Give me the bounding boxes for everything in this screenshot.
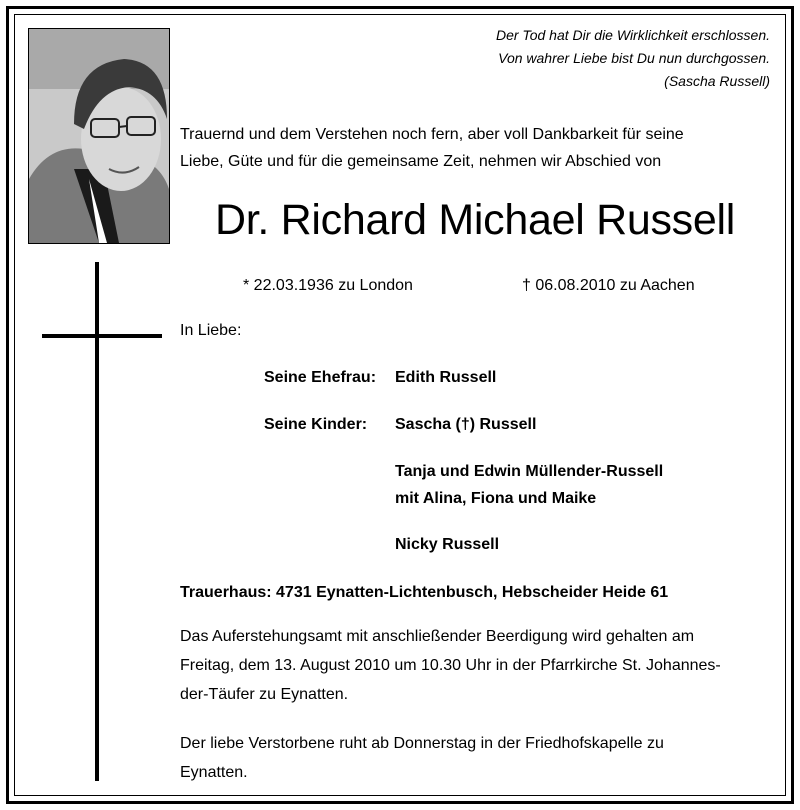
rest-line-2: Eynatten.	[180, 764, 248, 781]
service-line-3: der-Täufer zu Eynatten.	[180, 686, 349, 703]
in-liebe-label: In Liebe:	[180, 322, 242, 339]
service-line-1: Das Auferstehungsamt mit anschließender Beerdigung wird gehalten am	[180, 628, 695, 645]
wife-label: Seine Ehefrau:	[264, 369, 377, 386]
children-label: Seine Kinder:	[264, 416, 368, 433]
deceased-name: Dr. Richard Michael Russell	[214, 196, 735, 244]
birth-date: * 22.03.1936 zu London	[243, 277, 413, 294]
quote-line-1: Der Tod hat Dir die Wirklichkeit erschlossen.	[495, 27, 770, 43]
rest-paragraph	[180, 729, 770, 787]
memorial-quote	[496, 24, 770, 93]
mourning-house: Trauerhaus: 4731 Eynatten-Lichtenbusch, Hebscheider Heide 61	[180, 584, 669, 601]
wife-name: Edith Russell	[395, 369, 497, 386]
portrait-photo	[28, 28, 170, 244]
death-date: † 06.08.2010 zu Aachen	[522, 277, 695, 294]
child-1: Sascha (†) Russell	[395, 416, 537, 433]
child-3: Nicky Russell	[395, 536, 500, 553]
cross-horizontal-bar	[42, 334, 162, 338]
service-line-2: Freitag, dem 13. August 2010 um 10.30 Uhr in der Pfarrkirche St. Johannes-	[180, 657, 721, 674]
child-2-line-1: Tanja und Edwin Müllender-Russell	[395, 463, 664, 480]
intro-text	[180, 121, 770, 175]
quote-line-2: Von wahrer Liebe bist Du nun durchgossen.	[498, 50, 770, 66]
child-2-line-2: mit Alina, Fiona und Maike	[395, 490, 597, 507]
intro-line-1: Trauernd und dem Verstehen noch fern, aber voll Dankbarkeit für seine	[180, 126, 684, 143]
cross-vertical-bar	[95, 262, 99, 781]
service-paragraph	[180, 622, 770, 709]
intro-line-2: Liebe, Güte und für die gemeinsame Zeit, nehmen wir Abschied von	[180, 153, 662, 170]
quote-author: (Sascha Russell)	[664, 73, 770, 89]
rest-line-1: Der liebe Verstorbene ruht ab Donnerstag in der Friedhofskapelle zu	[180, 735, 664, 752]
